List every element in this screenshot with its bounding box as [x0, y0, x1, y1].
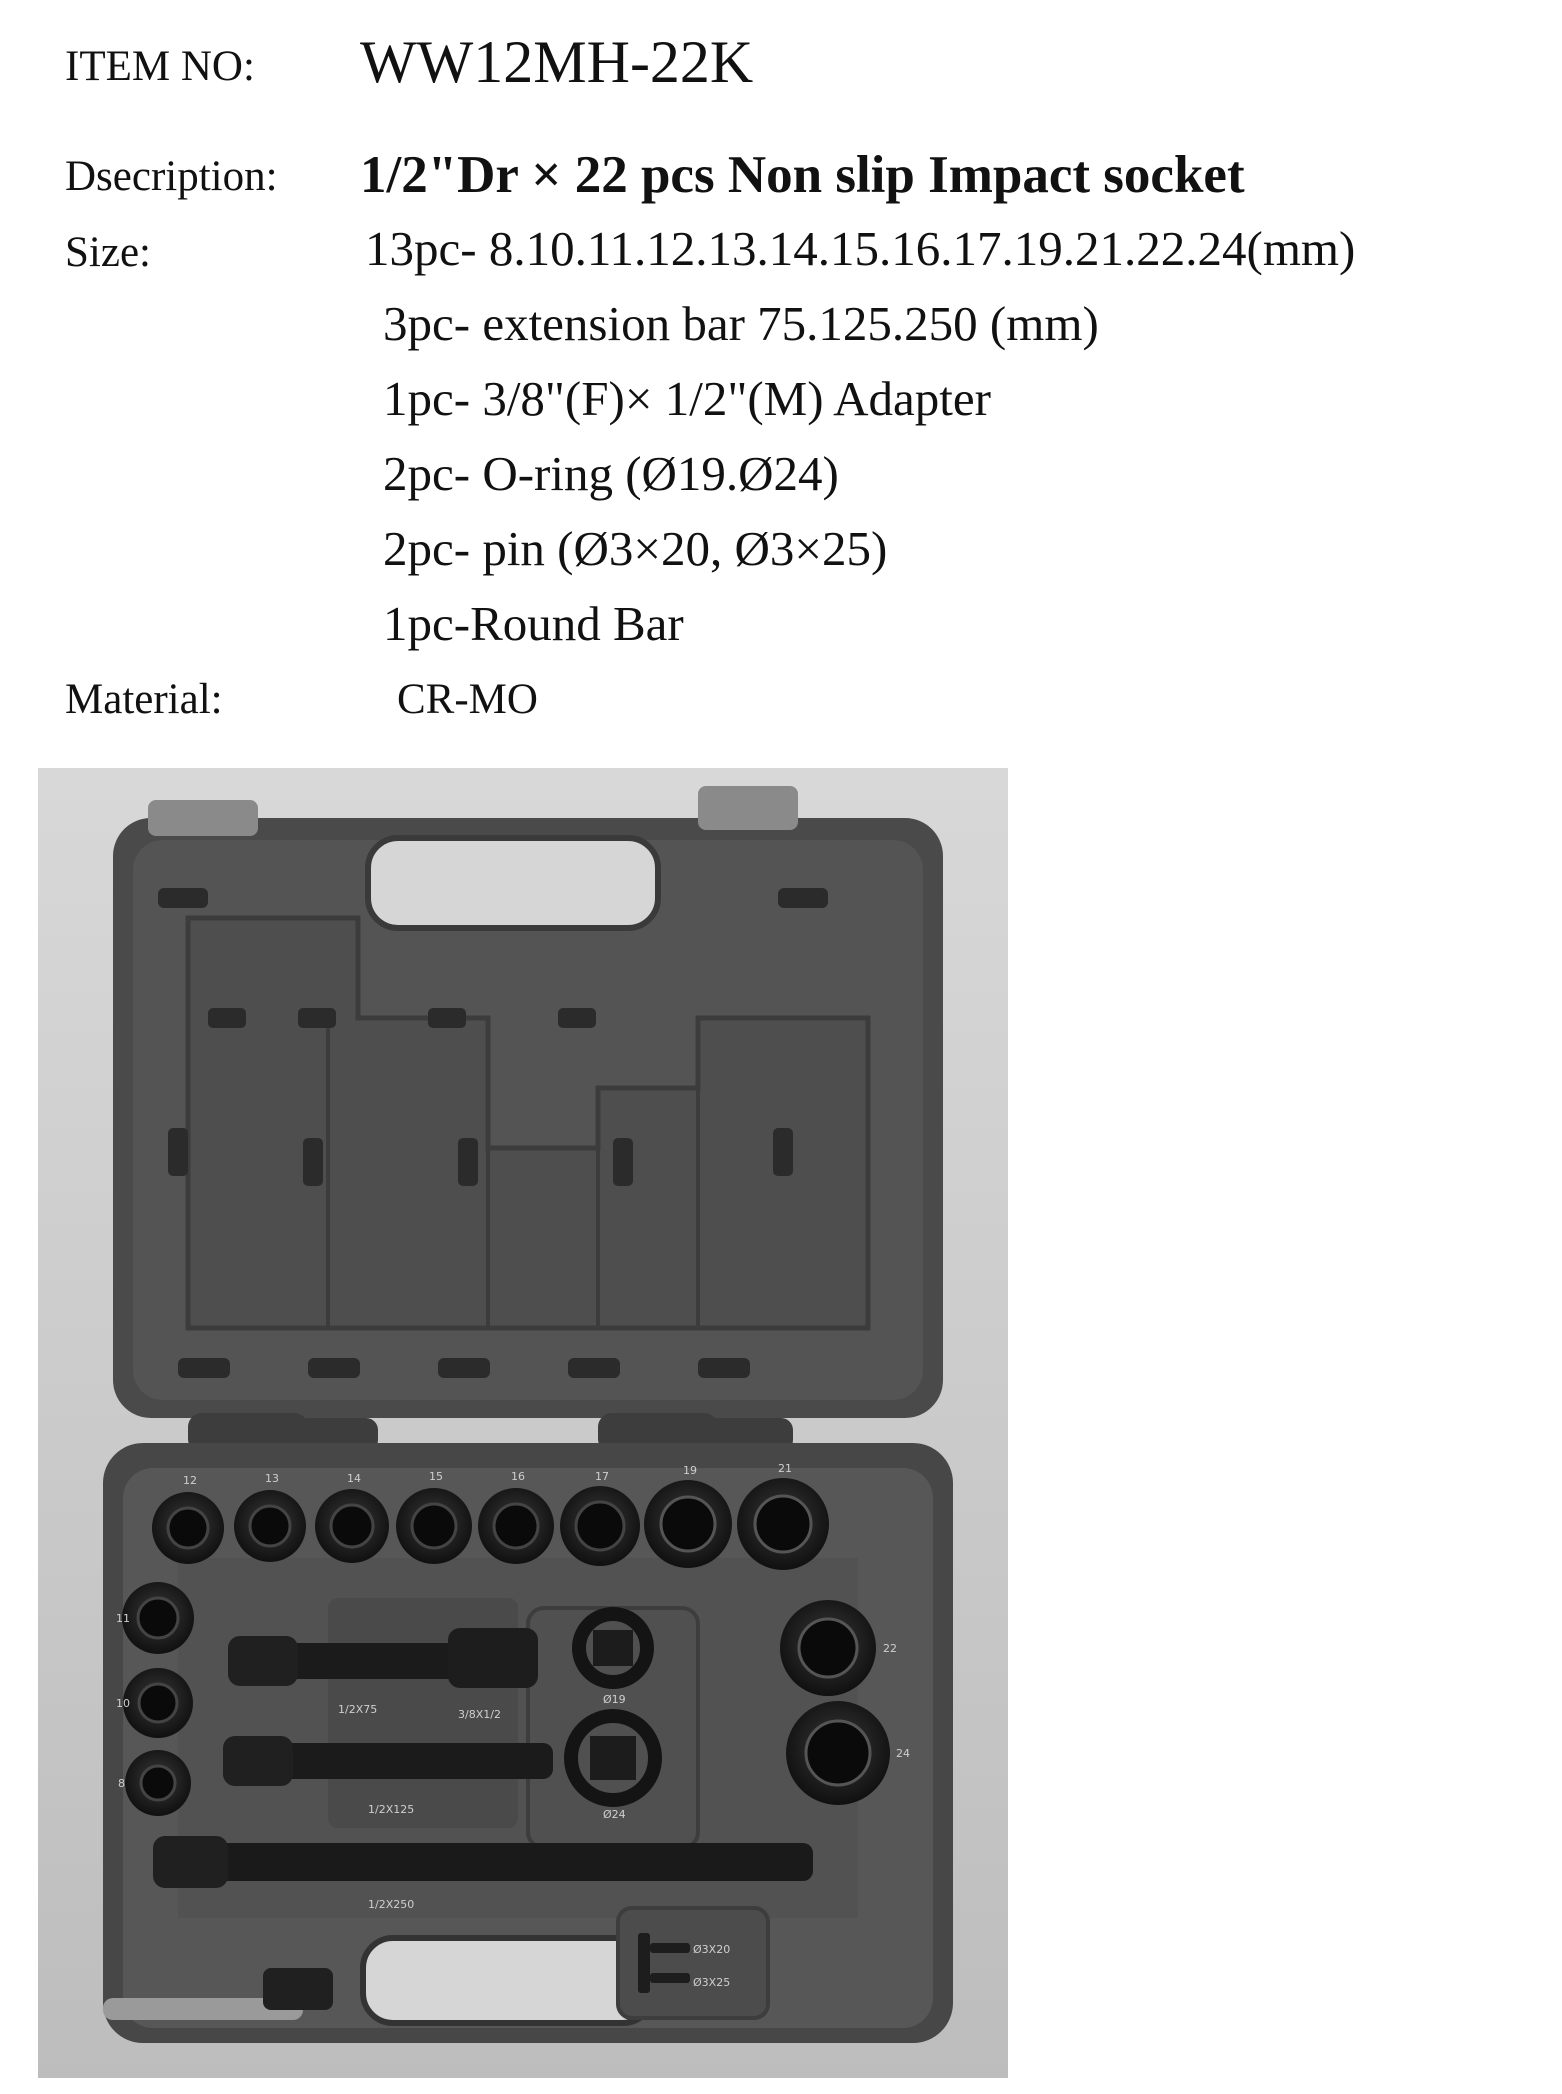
svg-text:24: 24	[896, 1747, 910, 1760]
material-value: CR-MO	[397, 676, 538, 723]
size-line-oring: 2pc- O-ring (Ø19.Ø24)	[383, 446, 839, 501]
base-handle-slot	[363, 1938, 653, 2023]
case-lid	[113, 786, 943, 1418]
svg-text:19: 19	[683, 1464, 697, 1477]
size-line-pin: 2pc- pin (Ø3×20, Ø3×25)	[383, 521, 888, 576]
extension-bar-250	[153, 1843, 813, 1881]
size-line-extension: 3pc- extension bar 75.125.250 (mm)	[383, 296, 1099, 351]
description-label: Dsecription:	[65, 153, 278, 200]
lid-latch-right	[698, 786, 798, 830]
size-line-adapter: 1pc- 3/8"(F)× 1/2"(M) Adapter	[383, 371, 991, 426]
size-line-sockets: 13pc- 8.10.11.12.13.14.15.16.17.19.21.22.24(mm)	[365, 221, 1356, 276]
label-bar-125: 1/2X125	[368, 1803, 415, 1816]
label-bar-250: 1/2X250	[368, 1898, 415, 1911]
item-no-label: ITEM NO:	[65, 43, 255, 90]
svg-text:14: 14	[347, 1472, 361, 1485]
svg-text:12: 12	[183, 1474, 197, 1487]
product-photo	[38, 768, 1008, 2078]
socket-column-left	[122, 1582, 194, 1816]
toolbox-illustration	[38, 768, 1008, 2078]
label-pin-25: Ø3X25	[693, 1976, 731, 1989]
lid-latch-left	[148, 800, 258, 836]
label-oring-19: Ø19	[603, 1693, 626, 1706]
item-no-value: WW12MH-22K	[360, 29, 754, 95]
svg-text:15: 15	[429, 1470, 443, 1483]
lid-handle-slot	[368, 838, 658, 928]
label-pin-20: Ø3X20	[693, 1943, 731, 1956]
svg-text:13: 13	[265, 1472, 279, 1485]
size-label: Size:	[65, 229, 151, 276]
label-bar-75: 1/2X75	[338, 1703, 378, 1716]
material-label: Material:	[65, 676, 223, 723]
svg-text:17: 17	[595, 1470, 609, 1483]
size-line-round-bar: 1pc-Round Bar	[383, 596, 684, 651]
svg-text:22: 22	[883, 1642, 897, 1655]
svg-text:11: 11	[116, 1612, 130, 1625]
svg-text:8: 8	[118, 1777, 125, 1790]
label-adapter: 3/8X1/2	[458, 1708, 501, 1721]
label-oring-24: Ø24	[603, 1808, 626, 1821]
svg-text:21: 21	[778, 1462, 792, 1475]
svg-text:16: 16	[511, 1470, 525, 1483]
description-value: 1/2"Dr × 22 pcs Non slip Impact socket	[360, 146, 1245, 204]
svg-text:10: 10	[116, 1697, 130, 1710]
adapter-piece	[448, 1628, 538, 1688]
